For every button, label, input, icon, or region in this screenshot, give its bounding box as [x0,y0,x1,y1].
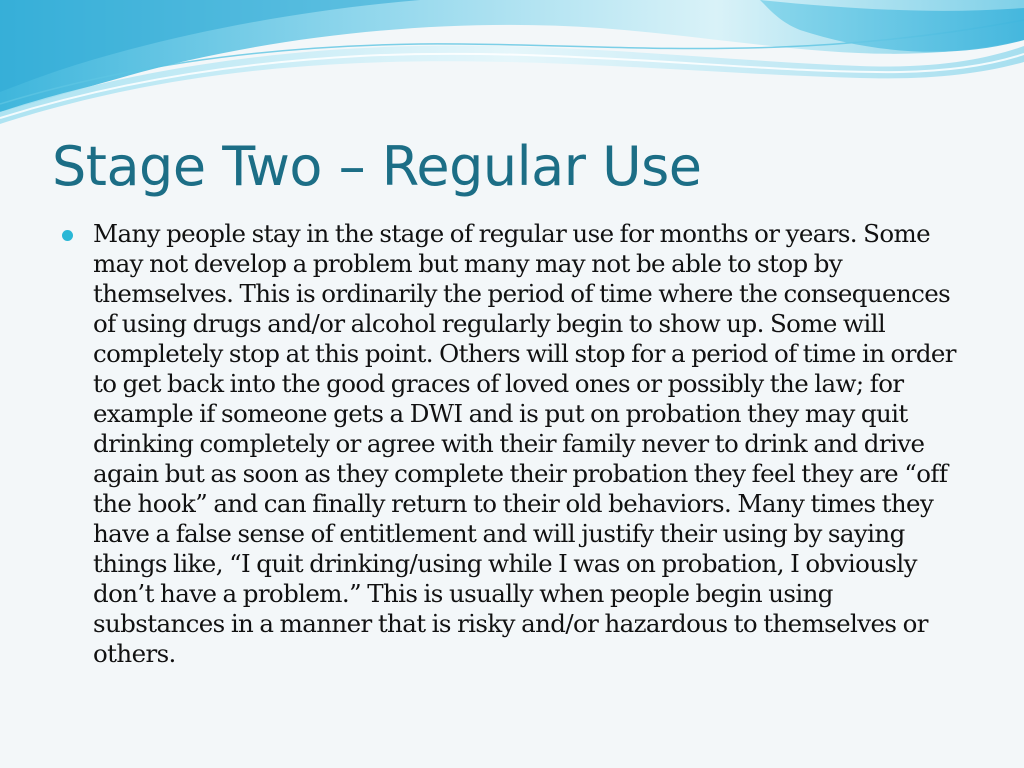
wave-header-decoration [0,0,1024,130]
bullet-dot-icon [62,230,73,241]
bullet-list [62,219,962,669]
bullet-item [62,219,962,669]
slide-title: Stage Two – Regular Use [52,135,702,198]
bullet-text: Many people stay in the stage of regular use for months or years. Some may not develop a problem but many may not be able to stop by themselves. This is ordinarily the period of time where the consequences of using drugs and/or alcohol regularly begin to show up. Some will completely stop at this point. Others will stop for a period of time in order to get back into the good graces of loved ones or possibly the law; for example if someone gets a DWI and is put on probation they may quit drinking completely or agree with their family never to drink and drive again but as soon as they complete their probation they feel they are “off the hook” and can finally return to their old behaviors. Many times they have a false sense of entitlement and will justify their using by saying things like, “I quit drinking/using while I was on probation, I obviously don’t have a problem.” This is usually when people begin using substances in a manner that is risky and/or hazardous to themselves or others. [93,219,956,668]
